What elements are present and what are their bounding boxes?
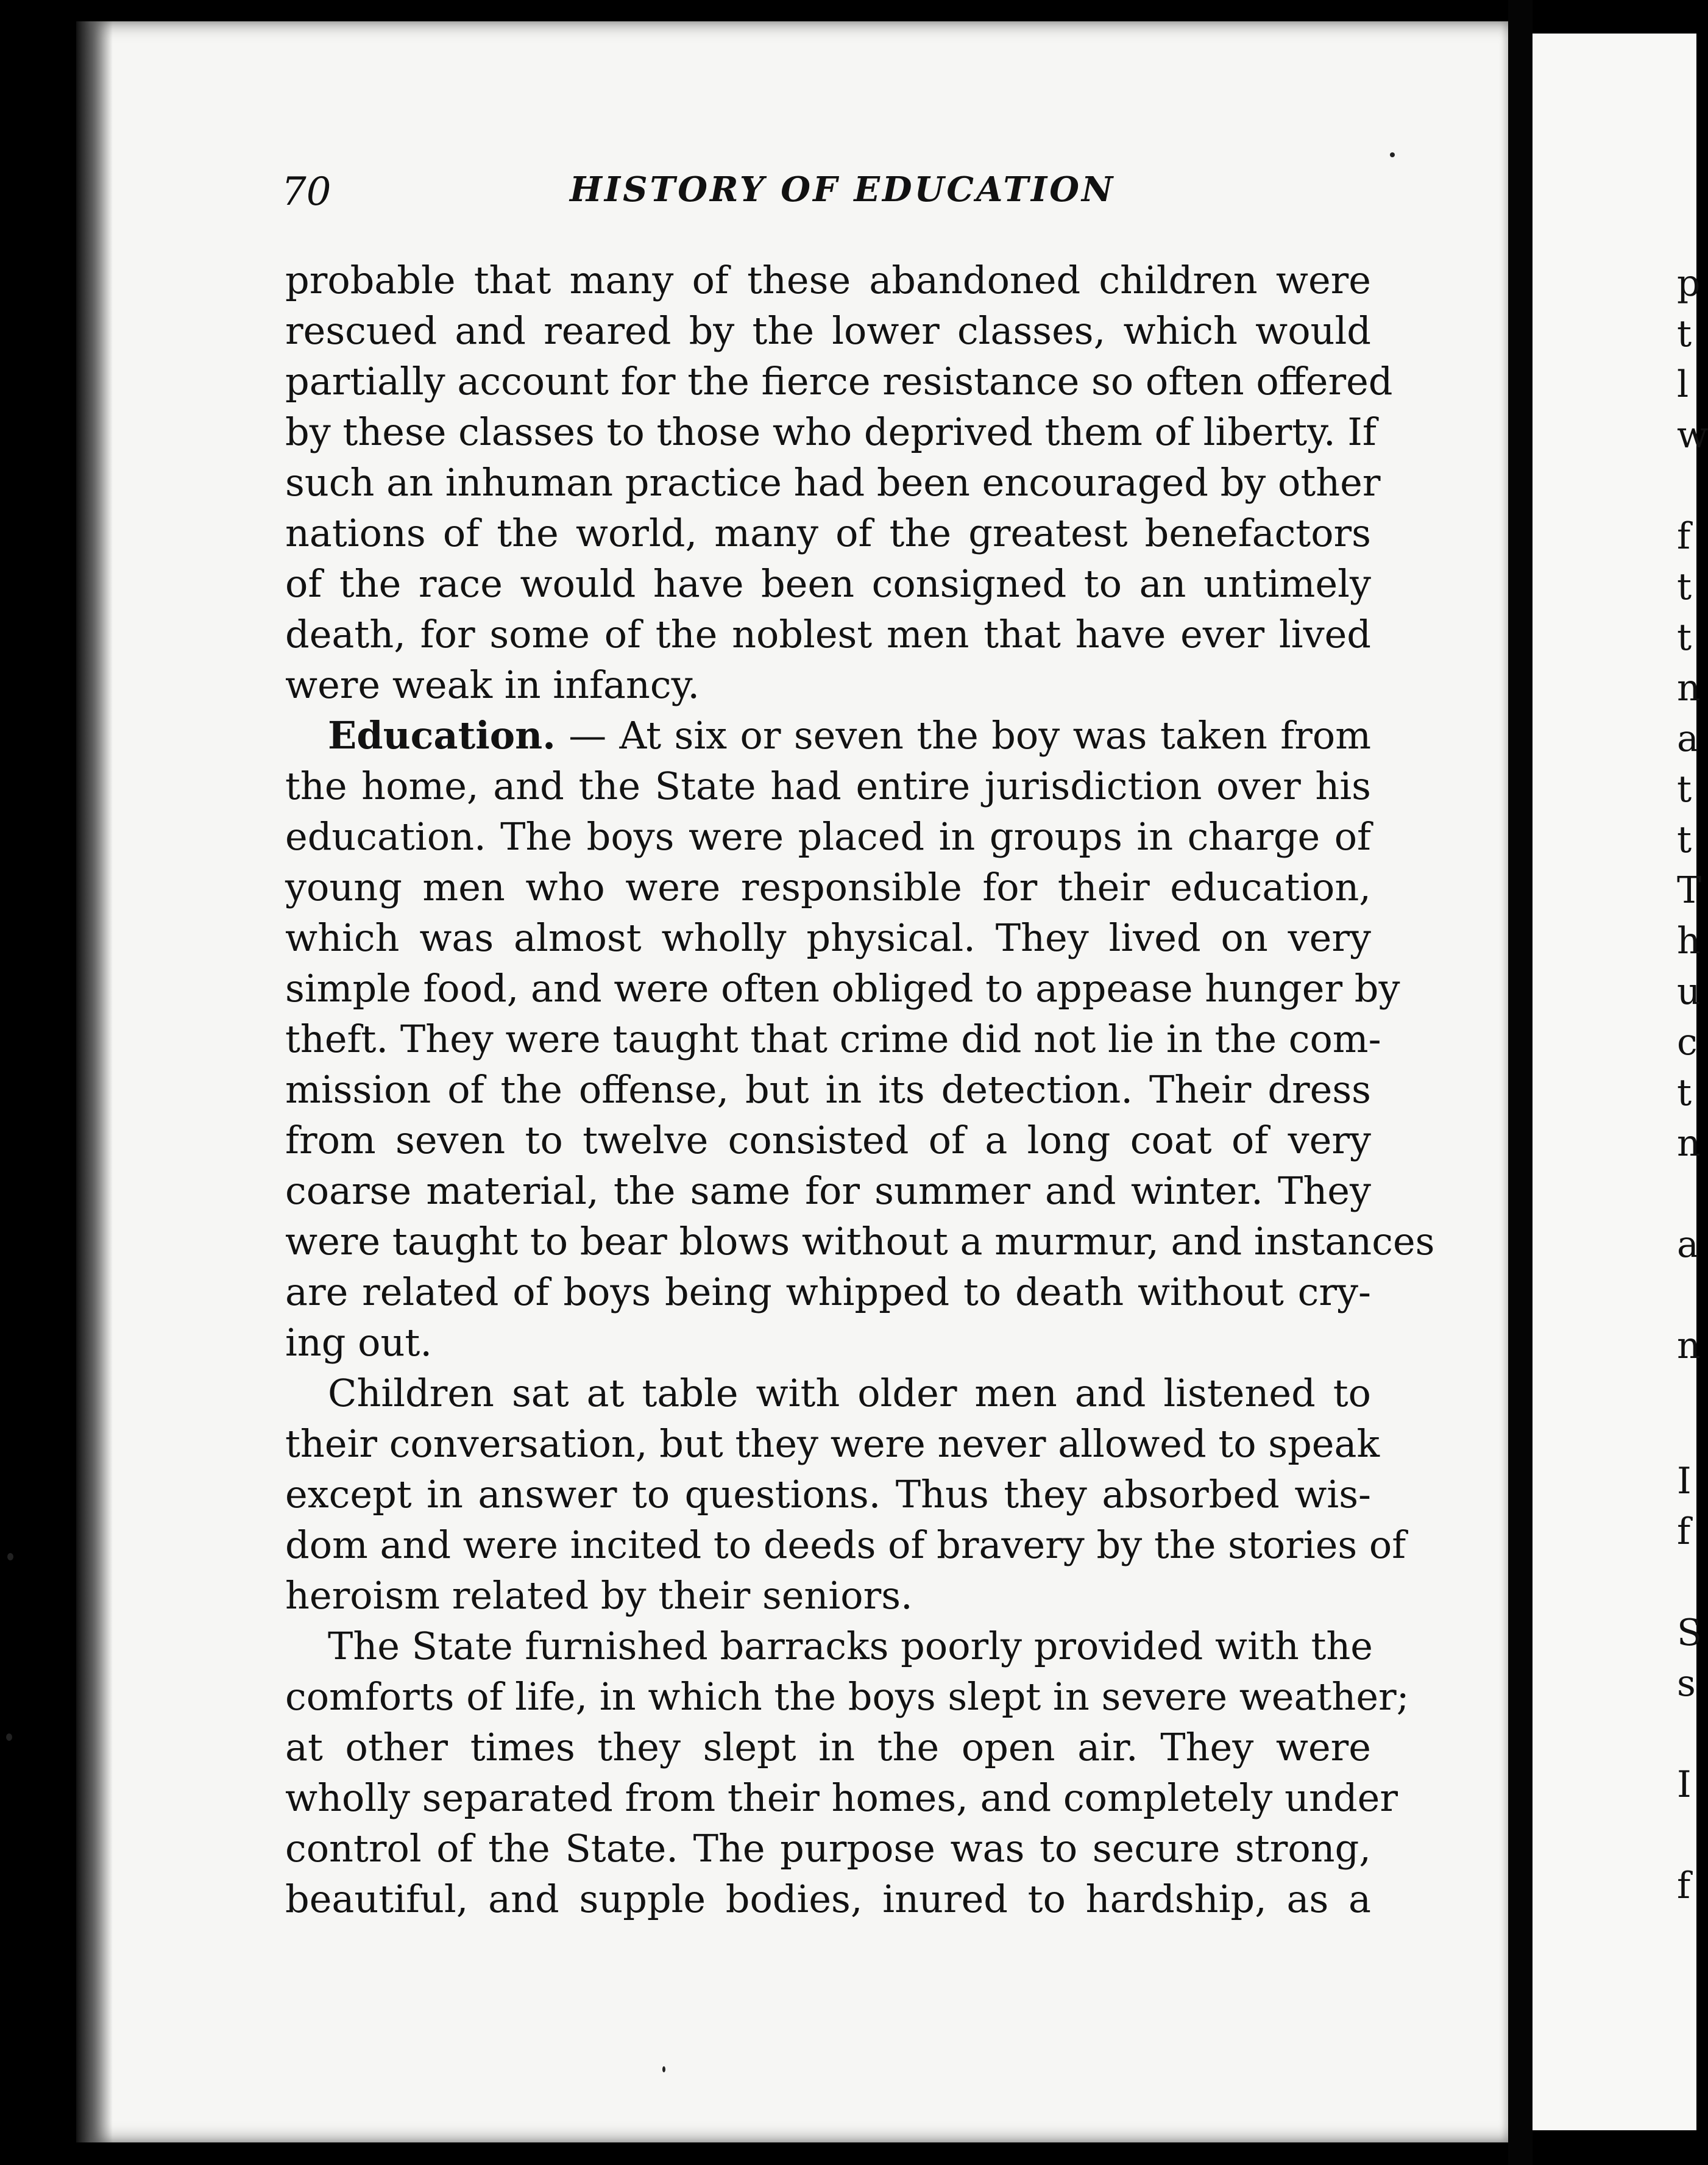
text-line: their conversation, but they were never allowed to speak xyxy=(285,1421,1380,1466)
facing-fragment: t xyxy=(1677,819,1692,861)
facing-fragment: s xyxy=(1677,1662,1696,1705)
text-line: at other times they slept in the open air. They were xyxy=(285,1725,1371,1769)
text-line: control of the State. The purpose was to secure strong, xyxy=(285,1826,1371,1871)
facing-fragment: a xyxy=(1677,1223,1699,1266)
text-line: Children sat at table with older men and listened to xyxy=(328,1371,1371,1415)
facing-fragment: u xyxy=(1677,970,1701,1013)
paragraph-3 xyxy=(285,1368,1406,1621)
text-line: probable that many of these abandoned children were xyxy=(285,258,1371,302)
text-line: except in answer to questions. Thus they absorbed wis- xyxy=(285,1472,1371,1516)
facing-fragment: n xyxy=(1677,667,1701,709)
facing-fragment: l xyxy=(1677,363,1689,406)
page-number: 70 xyxy=(282,169,331,215)
text-line: were taught to bear blows without a murmur, and instances xyxy=(285,1219,1435,1264)
facing-fragment: n xyxy=(1677,1324,1701,1367)
text-line: simple food, and were often obliged to appease hunger by xyxy=(285,966,1400,1011)
facing-fragment: f xyxy=(1677,515,1691,558)
text-line: comforts of life, in which the boys slept in severe weather; xyxy=(285,1674,1409,1719)
facing-fragment: t xyxy=(1677,1072,1692,1114)
text-line: ing out. xyxy=(285,1320,433,1365)
text-line: young men who were responsible for their education, xyxy=(285,865,1371,909)
facing-fragment: t xyxy=(1677,768,1692,811)
facing-fragment: p xyxy=(1677,262,1701,305)
running-title: HISTORY OF EDUCATION xyxy=(570,169,1116,210)
facing-fragment: f xyxy=(1677,1865,1691,1907)
scan-speck xyxy=(6,1733,12,1741)
text-line: which was almost wholly physical. They lived on very xyxy=(285,915,1371,960)
text-line: such an inhuman practice had been encouraged by other xyxy=(285,460,1381,505)
text-line: education. The boys were placed in groups in charge of xyxy=(285,814,1371,859)
facing-fragment: f xyxy=(1677,1510,1691,1553)
facing-fragment: c xyxy=(1677,1021,1698,1064)
text-line: were weak in infancy. xyxy=(285,663,700,707)
facing-fragment: S xyxy=(1677,1612,1703,1654)
scan-speck xyxy=(662,2066,665,2072)
facing-fragment: n xyxy=(1677,1122,1701,1165)
scan-speck xyxy=(1390,152,1395,157)
text-line: partially account for the fierce resistance so often offered xyxy=(285,359,1393,403)
text-line: the home, and the State had entire jurisdiction over his xyxy=(285,764,1371,808)
binding-shadow xyxy=(76,21,113,2142)
text-line: rescued and reared by the lower classes, which would xyxy=(285,308,1371,353)
paragraph-education xyxy=(285,710,1435,1368)
facing-fragment: h xyxy=(1677,920,1701,962)
text-line: from seven to twelve consisted of a long coat of very xyxy=(285,1118,1371,1162)
paragraph-4 xyxy=(285,1621,1409,1924)
facing-fragment: I xyxy=(1677,1763,1692,1806)
facing-fragment: t xyxy=(1677,566,1692,608)
facing-fragment: a xyxy=(1677,717,1699,760)
facing-page xyxy=(1533,34,1696,2130)
text-line: are related of boys being whipped to death without cry- xyxy=(285,1270,1371,1314)
facing-fragment: t xyxy=(1677,313,1692,355)
scan-speck xyxy=(7,1553,13,1560)
facing-fragment: I xyxy=(1677,1460,1692,1502)
text-line: nations of the world, many of the greatest benefactors xyxy=(285,511,1371,555)
text-line xyxy=(285,710,1371,761)
text-line: wholly separated from their homes, and completely under xyxy=(285,1776,1398,1820)
text-line: death, for some of the noblest men that have ever lived xyxy=(285,612,1371,656)
text-line: beautiful, and supple bodies, inured to hardship, as a xyxy=(285,1877,1371,1921)
section-heading-education: Education. xyxy=(328,713,556,758)
text-line: mission of the offense, but in its detection. Their dress xyxy=(285,1067,1371,1112)
text-line: of the race would have been consigned to an untimely xyxy=(285,561,1371,606)
text-line: theft. They were taught that crime did not lie in the com- xyxy=(285,1017,1381,1061)
body-text xyxy=(285,255,1435,1924)
text-line: by these classes to those who deprived them of liberty. If xyxy=(285,410,1377,454)
text-line-rest: — At six or seven the boy was taken from xyxy=(555,713,1371,758)
facing-fragment: T xyxy=(1677,869,1702,912)
text-line: coarse material, the same for summer and winter. They xyxy=(285,1168,1371,1213)
paragraph-1 xyxy=(285,255,1393,710)
text-line: The State furnished barracks poorly provided with the xyxy=(328,1624,1373,1668)
page-gutter xyxy=(1508,0,1533,2165)
text-line: dom and were incited to deeds of bravery by the stories of xyxy=(285,1523,1406,1567)
facing-fragment: w xyxy=(1677,414,1708,457)
text-line: heroism related by their seniors. xyxy=(285,1573,913,1618)
facing-fragment: t xyxy=(1677,616,1692,659)
